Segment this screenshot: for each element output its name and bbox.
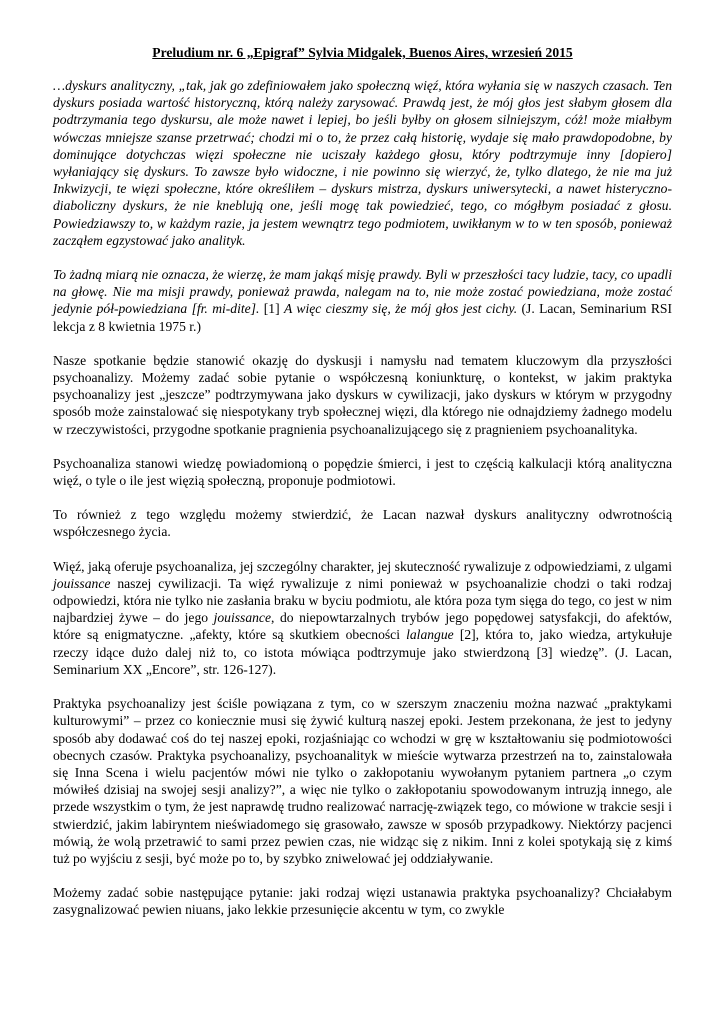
para4-italic-1: jouissance [53, 575, 111, 591]
epigraph-italic-1: To żadną miarą nie oznacza, że wierzę, że mam jakąś misję prawdy. Byli w przeszłości tacy ludzie, tacy, co upadli na głowę. Nie ma misji prawdy, ponieważ prawda, nalegam na to, nie może zostać powiedziana, może zostać jedynie pół-powiedziana [fr. mi-dite]. [53, 267, 672, 317]
body-paragraph-1: Nasze spotkanie będzie stanowić okazję do dyskusji i namysłu nad tematem kluczowym dla przyszłości psychoanalizy. Możemy zadać sobie pytanie o współczesną koniunkturę, o kontekst, w jakim praktyka psychoanalizy jest „jeszcze” podtrzymywana jako dyskurs w cywilizacji, jako dyskurs w którym w przygodny sposób może zainstalować się niespotykany tryb społecznej więzi, dla którego nie odnajdziemy żadnego modelu w rzeczywistości, przygodne spotkanie pragnienia psychoanalizującego się z pragnieniem psychoanalityka. [53, 352, 672, 437]
epigraph-italic-2: A więc cieszmy się, że mój głos jest cichy. [283, 301, 518, 317]
para4-text-3: , do niepowtarzalnych trybów jego popędowej satysfakcji, do afektów, które są enigmatyczne. „afekty, które są skutkiem obecności [53, 610, 672, 643]
body-paragraph-4 [53, 558, 672, 678]
para4-text-1: Więź, jaką oferuje psychoanaliza, jej szczególny charakter, jej skuteczność rywalizuje z odpowiedziami, z ulgami [53, 558, 672, 574]
para4-text-2: naszej cywilizacji. Ta więź rywalizuje z nimi ponieważ w psychoanalizie chodzi o taki rodzaj odpowiedzi, która nie tylko nie zasłania braku w byciu podmiotu, ale która poza tym sięga do tego, co jest w nim najbardziej żywe – do jego [53, 575, 672, 626]
epigraph-paragraph-1: …dyskurs analityczny, „tak, jak go zdefiniowałem jako społeczną więź, która wyłania się w naszych czasach. Ten dyskurs posiada wartość historyczną, którą należy zarysować. Prawdą jest, że mój głos jest słabym głosem dla podtrzymania tego dyskursu, ale może nawet i lepiej, bo jeśli byłby on głosem silniejszym, cóż! może miałbym wówczas mniejsze szanse przetrwać; chodzi mi o to, że przez całą historię, wydaje się mało prawdopodobne, by dominujące dotychczas więzi społeczne nie uciszały każdego głosu, który podtrzymuje inny [dopiero] wyłaniający się dyskurs. To zawsze było widoczne, i nie powinno się wierzyć, że, tylko dlatego, że nie ma już Inkwizycji, te więzi społeczne, które określiłem – dyskurs mistrza, dyskurs uniwersytecki, a nawet histeryczno-diaboliczny dyskurs, że nie kneblują one, jeśli mogę tak powiedzieć, tego, co mógłbym posiadać z głosu. Powiedziawszy to, w każdym razie, ja jestem wewnątrz tego podmiotem, uwikłanym w to w ten sposób, ponieważ zacząłem egzystować jako analityk. [53, 78, 672, 248]
body-paragraph-2: Psychoanaliza stanowi wiedzę powiadomioną o popędzie śmierci, i jest to częścią kalkulacji którą analityczna więź, o tyle o ile jest więzią społeczną, proponuje podmiotowi. [53, 455, 672, 489]
body-paragraph-5: Praktyka psychoanalizy jest ściśle powiązana z tym, co w szerszym znaczeniu można nazwać „praktykami kulturowymi” – przez co koniecznie musi się żywić kulturą naszej epoki. Jestem przekonana, że jest to jedyny sposób aby dodawać coś do tej naszej epoki, rozjaśniając co wchodzi w grę w kształtowaniu się podmiotowości obecnych czasów. Praktyka psychoanalizy, psychoanalityk w mieście wytwarza przestrzeń na to, zainstalowała się Inna Scena i wielu pacjentów mówi nie tylko o zakłopotaniu wywołanym pytaniem partnera „o czym mówiłeś dzisiaj na swojej sesji analizy?”, a więc nie tylko o zakłopotaniu spowodowanym intruzją innego, ale przede wszystkim o tym, że jest naprawdę trudno realizować narrację-związek tego, co mówione w trakcie sesji i stwierdzić, jakim labiryntem nieświadomego się grasowało, zawsze w sposób przypadkowy. Niektórzy pacjenci mówią, że wolą przetrawić to sami przez pewien czas, nie widząc się z nikim. Inni z kolei spotykają się z kimś tuż po wyjściu z sesji, być może po to, by szybko zniwelować jej oddziaływanie. [53, 696, 672, 866]
para4-italic-2: jouissance [213, 610, 271, 626]
footnote-ref-1: [1] [259, 301, 284, 317]
document-title: Preludium nr. 6 „Epigraf” Sylvia Midgalek, Buenos Aires, wrzesień 2015 [152, 45, 573, 60]
para4-italic-3: lalangue [406, 627, 454, 643]
body-paragraph-3: To również z tego względu możemy stwierdzić, że Lacan nazwał dyskurs analityczny odwrotnością współczesnego życia. [53, 507, 672, 540]
epigraph-paragraph-2 [53, 266, 672, 335]
body-paragraph-6: Możemy zadać sobie następujące pytanie: jaki rodzaj więzi ustanawia praktyka psychoanalizy? Chciałabym zasygnalizować pewien niuans, jako lekkie przesunięcie akcentu w tym, co zwykle [53, 885, 672, 918]
epigraph-source: (J. Lacan, Seminarium RSI lekcja z 8 kwietnia 1975 r.) [53, 301, 673, 334]
para4-text-4: [2], która to, jako wiedza, artykułuje rzeczy idące dużo dalej niż to, co istota mówiąca podtrzymuje jako stwierdzoną [3] wiedzę”. (J. Lacan, Seminarium XX „Encore”, str. 126-127). [53, 627, 672, 677]
